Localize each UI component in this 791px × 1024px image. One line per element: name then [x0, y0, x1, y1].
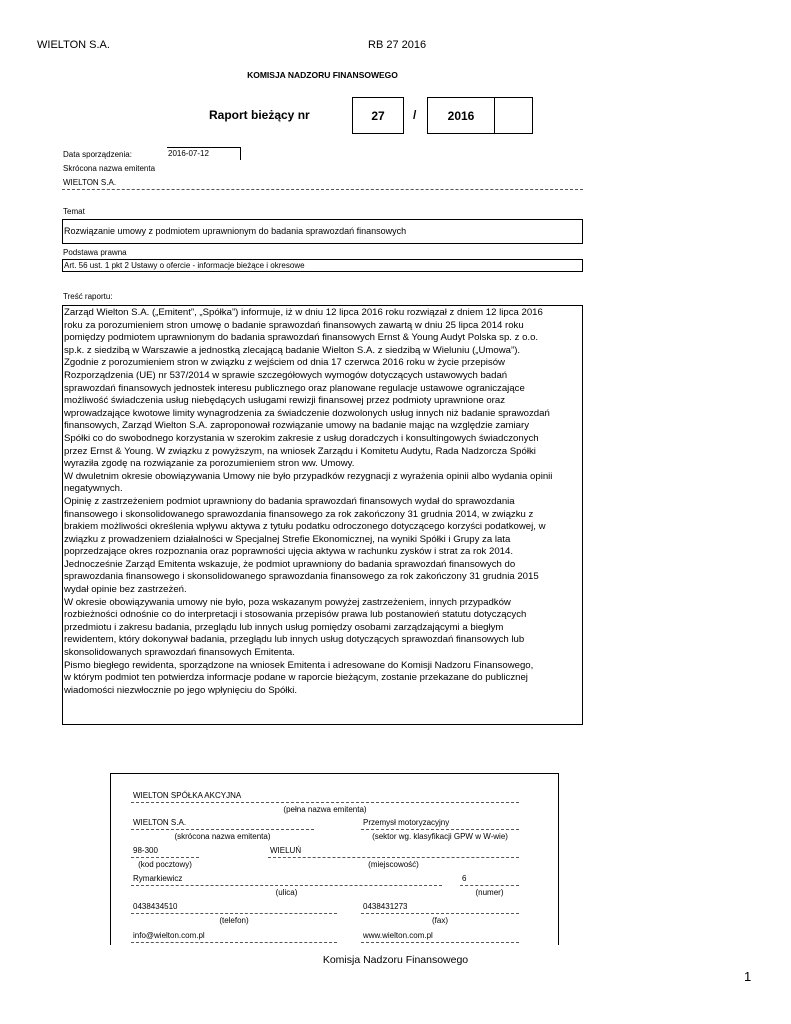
issuer-number-line — [460, 885, 519, 886]
issuer-short-name-line — [131, 829, 314, 830]
content-line: związku z prowadzeniem działalności w Specjalnej Strefie Ekonomicznej, na wyniki Spółki i Grupy za lata — [64, 533, 511, 545]
issuer-phone-caption: (telefon) — [219, 916, 249, 925]
report-year-divider — [494, 98, 495, 133]
content-line: przedmiotu i zakresu badania, przeglądu lub innych usług pomiędzy osobami zarządzającymi a biegłym — [64, 621, 504, 633]
issuer-postal-code-caption: (kod pocztowy) — [138, 860, 192, 869]
issuer-full-name-caption: (pełna nazwa emitenta) — [283, 805, 367, 814]
content-line: wiadomości niezwłocznie po jego wpłynięciu do Spółki. — [64, 684, 298, 696]
content-line: finansowych, Zarząd Wielton S.A. zaproponował rozwiązanie umowy na badanie mając na względzie zamiary — [64, 420, 529, 432]
divider — [62, 189, 583, 190]
content-line: Pismo biegłego rewidenta, sporządzone na wniosek Emitenta i adresowane do Komisji Nadzoru Finansowego, — [64, 659, 534, 671]
content-line: rewidentem, który dokonywał badania, przeglądu lub innych usług dotyczących sprawozdań finansowych lub — [64, 634, 525, 646]
authority-title: KOMISJA NADZORU FINANSOWEGO — [247, 70, 398, 80]
issuer-top-border — [110, 773, 558, 774]
content-line: wyraziła zgodę na rozwiązanie za porozumieniem stron ww. Umowy. — [64, 458, 355, 470]
content-line: sp.k. z siedzibą w Warszawie a jednostką zlecającą badanie Wielton S.A. z siedzibą w Wieluniu („Umowa”). — [64, 344, 521, 356]
subject-box — [62, 219, 583, 244]
header-report-code: RB 27 2016 — [368, 39, 427, 51]
issuer-street: Rymarkiewicz — [133, 874, 183, 883]
legal-basis-box — [62, 259, 583, 272]
report-year: 2016 — [447, 109, 475, 123]
issuer-full-name-line — [131, 802, 519, 803]
content-line: roku za porozumieniem stron umowę o badanie sprawozdań finansowych zawartą w dniu 25 lipca 2014 roku — [64, 319, 524, 331]
content-line: W okresie obowiązywania umowy nie było, poza wskazanym powyżej zastrzeżeniem, innych przypadków — [64, 596, 511, 608]
issuer-right-border — [558, 773, 559, 945]
content-line: Opinię z zastrzeżeniem podmiot uprawniony do badania sprawozdań finansowych wydał do sprawozdania — [64, 495, 515, 507]
content-line: poprzedzające okres rozpoznania oraz poprawności ujęcia aktywa w rachunku zysków i strat za rok 2014. — [64, 546, 513, 558]
issuer-sector: Przemysł motoryzacyjny — [363, 818, 450, 827]
report-label: Raport bieżący nr — [209, 108, 310, 122]
issuer-postal-code: 98-300 — [133, 846, 158, 855]
content-line: skonsolidowanych sprawozdań finansowych Emitenta. — [64, 647, 295, 659]
content-line: sprawozdania finansowego i skonsolidowanego sprawozdania finansowego za rok zakończony 31 grudnia 2015 — [64, 571, 539, 583]
content-label: Treść raportu: — [63, 292, 113, 301]
content-line: wydał opinie bez zastrzeżeń. — [64, 584, 187, 596]
issuer-fax-line — [361, 913, 519, 914]
issuer-short-name: WIELTON S.A. — [133, 818, 187, 827]
content-line: W dwuletnim okresie obowiązywania Umowy nie było przypadków rezygnacji z wyrażenia opinii albo wydania opinii — [64, 470, 553, 482]
issuer-www[interactable]: www.wielton.com.pl — [363, 931, 433, 940]
content-text — [63, 306, 582, 697]
content-line: sprawozdań finansowych jednostek interesu publicznego oraz planowane regulacje ustawowe ograniczające — [64, 382, 525, 394]
content-line: negatywnych. — [64, 483, 123, 495]
content-line: możliwość świadczenia usług niebędących usługami rewizji finansowej przez podmioty uprawnione oraz — [64, 395, 505, 407]
content-line: Zarząd Wielton S.A. („Emitent”, „Spółka”) informuje, iż w dniu 12 lipca 2016 roku rozwiązał z dniem 12 lipca 2016 — [64, 307, 543, 318]
issuer-fax: 0438431273 — [363, 902, 408, 911]
short-name-value: WIELTON S.A. — [63, 178, 117, 187]
subject-label: Temat — [63, 207, 85, 216]
date-value: 2016-07-12 — [167, 147, 241, 160]
issuer-email-line — [131, 942, 337, 943]
content-line: wprowadzające kwotowe limity wynagrodzenia za świadczenie dozwolonych usług innych niż badanie sprawozdań — [64, 407, 550, 419]
content-line: w którym podmiot ten potwierdza informacje podane w raporcie bieżącym, zostanie przekazane do publicznej — [64, 672, 528, 684]
report-separator: / — [413, 108, 417, 122]
issuer-full-name: WIELTON SPÓŁKA AKCYJNA — [133, 791, 242, 800]
issuer-city-line — [268, 857, 519, 858]
report-number-box — [352, 97, 404, 134]
header-company: WIELTON S.A. — [37, 39, 110, 51]
content-line: Rozporządzenia (UE) nr 537/2014 w sprawie szczegółowych wymogów dotyczących ustawowych badań — [64, 369, 508, 381]
issuer-sector-caption: (sektor wg. klasyfikacji GPW w W-wie) — [372, 832, 508, 841]
issuer-number: 6 — [462, 874, 467, 883]
report-number: 27 — [371, 109, 385, 123]
issuer-street-caption: (ulica) — [275, 888, 298, 897]
issuer-www-line — [361, 942, 519, 943]
content-box — [62, 305, 583, 725]
content-line: przez Ernst & Young. W związku z powyższym, na wniosek Zarządu i Komitetu Audytu, Rada Nadzorcza Spółki — [64, 445, 536, 457]
issuer-city-caption: (miejscowość) — [368, 860, 419, 869]
issuer-number-caption: (numer) — [475, 888, 504, 897]
content-line: rozbieżności odnośnie co do interpretacji i stosowania przepisów prawa lub postanowień statutu dotyczących — [64, 609, 527, 621]
footer-authority: Komisja Nadzoru Finansowego — [322, 954, 469, 966]
issuer-city: WIELUŃ — [270, 846, 302, 855]
content-line: Spółki co do swobodnego korzystania w szerokim zakresie z usług doradczych i konsultingowych świadczonych — [64, 432, 539, 444]
issuer-fax-caption: (fax) — [432, 916, 448, 925]
subject-value: Rozwiązanie umowy z podmiotem uprawnionym do badania sprawozdań finansowych — [64, 226, 407, 236]
issuer-sector-line — [361, 829, 519, 830]
page-number: 1 — [744, 969, 752, 984]
issuer-email[interactable]: info@wielton.com.pl — [133, 931, 205, 940]
content-line: Jednocześnie Zarząd Emitenta wskazuje, że podmiot uprawniony do badania sprawozdań finansowych do — [64, 558, 516, 570]
report-year-box — [427, 97, 533, 134]
content-line: finansowego i skonsolidowanego sprawozdania finansowego za rok zakończony 31 grudnia 2014, w związku z — [64, 508, 534, 520]
date-label: Data sporządzenia: — [63, 150, 132, 159]
content-line: Zgodnie z porozumieniem stron w związku z wejściem od dnia 17 czerwca 2016 roku w życie przepisów — [64, 357, 505, 369]
issuer-postal-code-line — [131, 857, 199, 858]
legal-basis-value: Art. 56 ust. 1 pkt 2 Ustawy o ofercie - informacje bieżące i okresowe — [64, 261, 305, 270]
issuer-street-line — [131, 885, 442, 886]
content-line: pomiędzy podmiotem uprawnionym do badania sprawozdań finansowych Ernst & Young Audyt Polska sp. z o.o. — [64, 332, 539, 344]
issuer-phone: 0438434510 — [133, 902, 178, 911]
issuer-phone-line — [131, 913, 337, 914]
short-name-label: Skrócona nazwa emitenta — [63, 164, 156, 173]
legal-basis-label: Podstawa prawna — [63, 248, 127, 257]
issuer-left-border — [110, 773, 111, 945]
content-line: brakiem możliwości określenia wpływu aktywa z tytułu podatku odroczonego dotyczącego korzyści podatkowej, w — [64, 521, 546, 533]
issuer-short-name-caption: (skrócona nazwa emitenta) — [174, 832, 271, 841]
